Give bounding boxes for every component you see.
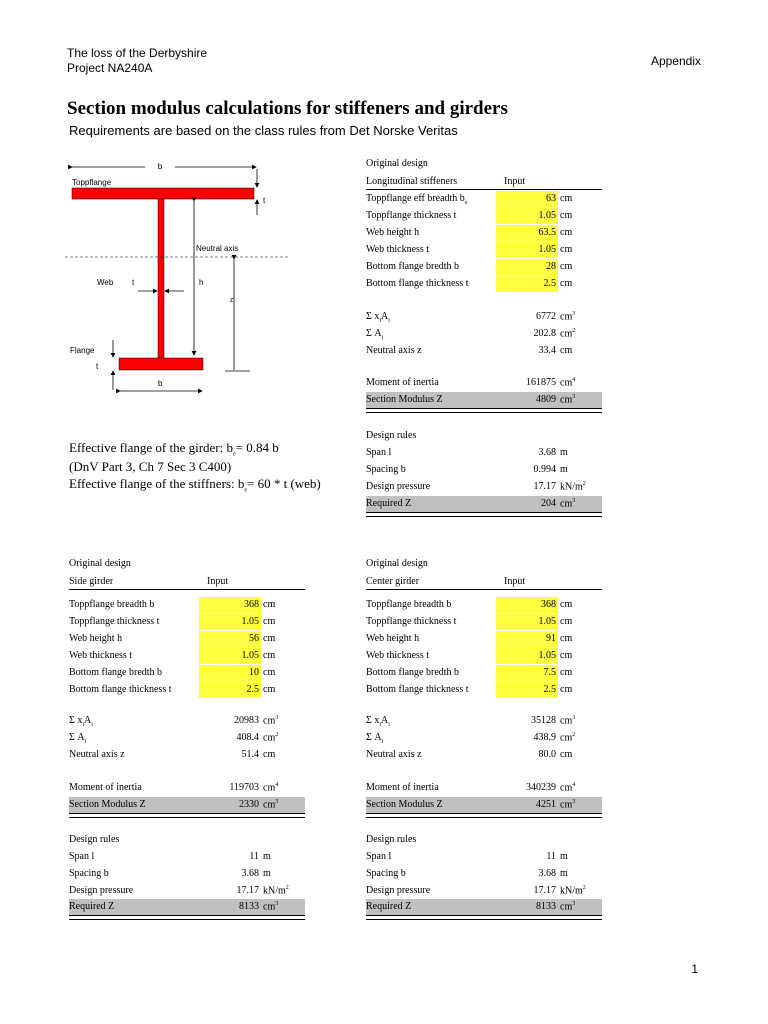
formula-reference: (DnV Part 3, Ch 7 Sec 3 C400) xyxy=(69,459,232,474)
formula-stiffener-flange: Effective flange of the stiffners: $b_e= 60 * t$ (web) xyxy=(69,476,321,494)
sum-za-row: Σ $x_iA_i$ 35128 $cm^3$ xyxy=(366,715,576,728)
design-label: Original design xyxy=(366,558,428,569)
input-row: Toppflange breadth b 368 cm xyxy=(366,597,602,613)
input-row: Web height h 56 cm xyxy=(69,631,305,647)
sum-a-row: Σ $A_i$ 408.4 $cm^2$ xyxy=(69,732,279,745)
sum-za-row: Σ $x_iA_i$ 6772 $cm^3$ xyxy=(366,311,576,324)
inertia-row: Moment of inertia 340239 $cm^4$ xyxy=(366,782,576,794)
i-beam-diagram xyxy=(60,155,300,400)
neutral-axis-label: Neutral axis xyxy=(196,244,239,253)
input-row: Web thickness t 1.05 cm xyxy=(366,242,602,258)
inertia-row: Moment of inertia 161875 $cm^4$ xyxy=(366,377,576,389)
input-row: Bottom flange bredth b 28 cm xyxy=(366,259,602,275)
dim-b-top-label: b xyxy=(157,162,163,171)
table-name: Center girder xyxy=(366,576,420,587)
sum-a-row: Σ $A_i$ 438.9 $cm^2$ xyxy=(366,732,576,745)
toppflange-label: Toppflange xyxy=(72,178,112,187)
input-row: Web height h 63.5 cm xyxy=(366,225,602,241)
input-row: Bottom flange bredth b 10 cm xyxy=(69,665,305,681)
design-label: Original design xyxy=(69,558,131,569)
section-modulus-row: Section Modulus Z 4809 $cm^3$ xyxy=(366,392,602,408)
inertia-row: Moment of inertia 119703 $cm^4$ xyxy=(69,782,279,794)
neutral-axis-row: Neutral axis z 33.4 cm xyxy=(366,345,573,356)
top-flange-shape xyxy=(72,188,254,199)
pressure-row: Design pressure 17.17 $kN/m^2$ xyxy=(69,885,289,897)
input-row: Toppflange thickness t 1.05 cm xyxy=(366,208,602,224)
input-row: Toppflange breadth b 368 cm xyxy=(69,597,305,613)
b-bottom-label: b xyxy=(158,379,163,388)
input-row: Bottom flange thickness t 2.5 cm xyxy=(366,682,602,698)
t-top-label: t xyxy=(263,196,266,205)
section-modulus-row: Section Modulus Z 4251 $cm^3$ xyxy=(366,797,602,813)
table-name: Longitudinal stiffeners xyxy=(366,176,458,187)
bottom-flange-shape xyxy=(119,358,203,370)
span-row: Span l 11 m xyxy=(366,851,568,862)
input-header: Input xyxy=(504,176,526,187)
sum-za-row: Σ $x_iA_i$ 20983 $cm^3$ xyxy=(69,715,279,728)
pressure-row: Design pressure 17.17 $kN/m^2$ xyxy=(366,885,586,897)
h-label: h xyxy=(199,278,204,287)
pressure-row: Design pressure 17.17 $kN/m^2$ xyxy=(366,481,586,493)
document-project-title: The loss of the Derbyshire xyxy=(67,46,208,60)
z-label: z xyxy=(230,295,234,304)
spacing-row: Spacing b 3.68 m xyxy=(69,868,271,879)
flange-label: Flange xyxy=(70,346,95,355)
input-row: Web thickness t 1.05 cm xyxy=(366,648,602,664)
required-z-row: Required Z 204 $cm^3$ xyxy=(366,496,602,512)
page-number: 1 xyxy=(691,962,698,976)
web-shape xyxy=(158,199,164,358)
t-web-label: t xyxy=(132,278,135,287)
required-z-row: Required Z 8133 $cm^3$ xyxy=(366,899,602,915)
t-bottom-label: t xyxy=(96,362,99,371)
design-rules-label: Design rules xyxy=(366,430,417,441)
sum-a-row: Σ $A_i$ 202.8 $cm^2$ xyxy=(366,328,576,341)
input-row: Web height h 91 cm xyxy=(366,631,602,647)
input-row: Bottom flange thickness t 2.5 cm xyxy=(366,276,602,292)
input-header: Input xyxy=(207,576,229,587)
span-row: Span l 3.68 m xyxy=(366,447,568,458)
neutral-axis-row: Neutral axis z 80.0 cm xyxy=(366,749,573,760)
page-subtitle: Requirements are based on the class rules from Det Norske Veritas xyxy=(69,123,458,138)
input-row: Toppflange thickness t 1.05 cm xyxy=(366,614,602,630)
neutral-axis-row: Neutral axis z 51.4 cm xyxy=(69,749,276,760)
input-row: Toppflange eff breadth $b_e$ 63 cm xyxy=(366,193,573,206)
header-appendix-label: Appendix xyxy=(650,54,701,68)
section-modulus-row: Section Modulus Z 2330 $cm^3$ xyxy=(69,797,305,813)
input-row: Toppflange thickness t 1.05 cm xyxy=(69,614,305,630)
design-label: Original design xyxy=(366,158,428,169)
input-header: Input xyxy=(504,576,526,587)
input-row: Web thickness t 1.05 cm xyxy=(69,648,305,664)
span-row: Span l 11 m xyxy=(69,851,271,862)
spacing-row: Spacing b 0.994 m xyxy=(366,464,568,475)
required-z-row: Required Z 8133 $cm^3$ xyxy=(69,899,305,915)
document-project-code: Project NA240A xyxy=(67,61,153,75)
design-rules-label: Design rules xyxy=(69,834,120,845)
design-rules-label: Design rules xyxy=(366,834,417,845)
input-row: Bottom flange bredth b 7.5 cm xyxy=(366,665,602,681)
formula-girder-flange: Effective flange of the girder: $b_e= 0.84$ b xyxy=(69,440,279,458)
table-name: Side girder xyxy=(69,576,114,587)
input-row: Bottom flange thickness t 2.5 cm xyxy=(69,682,305,698)
page-title: Section modulus calculations for stiffeners and girders xyxy=(67,98,508,119)
web-label: Web xyxy=(97,278,114,287)
spacing-row: Spacing b 3.68 m xyxy=(366,868,568,879)
